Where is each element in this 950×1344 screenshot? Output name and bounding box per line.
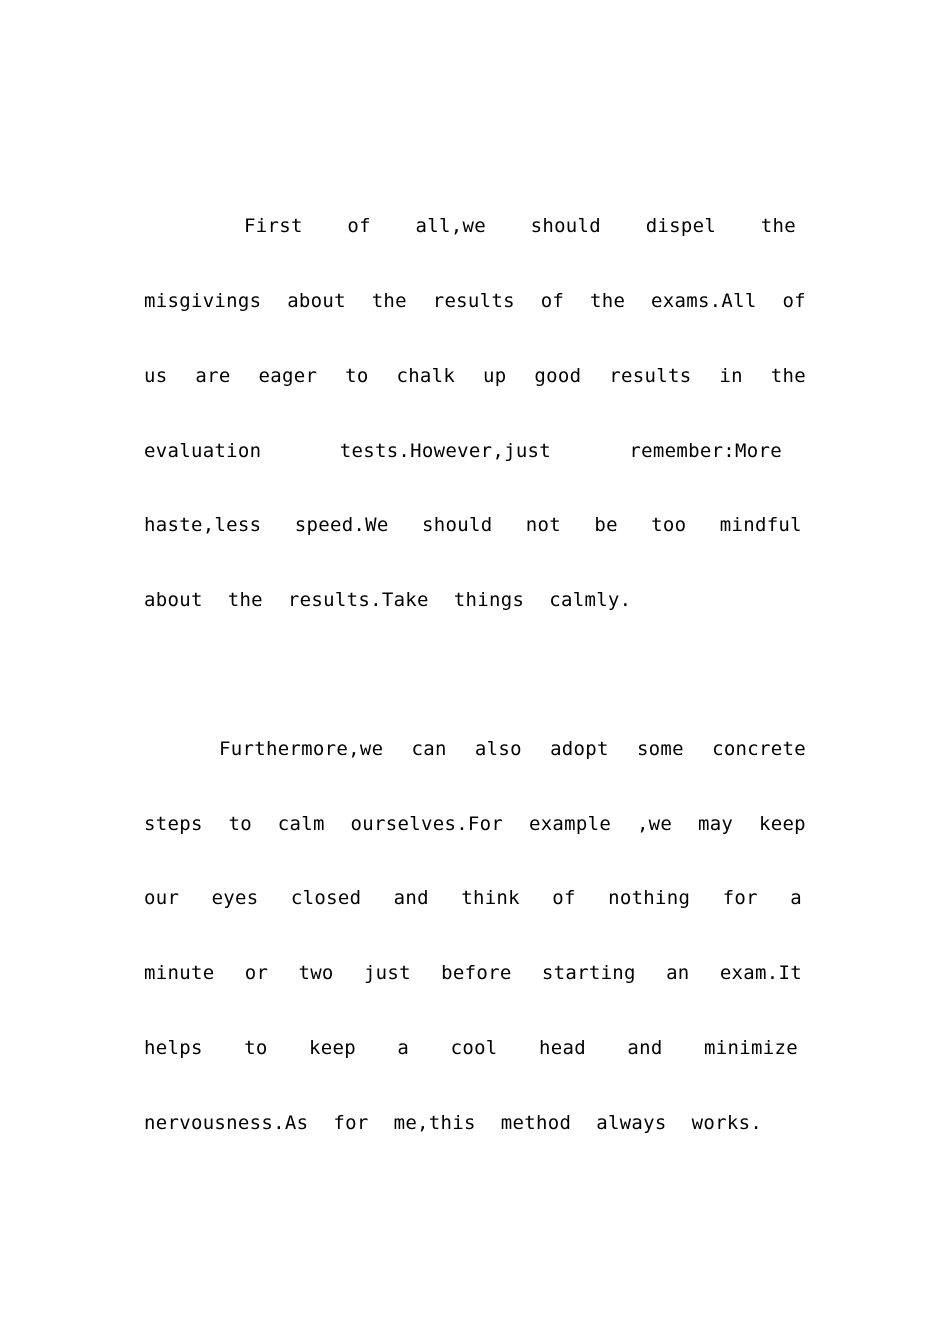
word: Furthermore,we (219, 738, 384, 760)
word: works. (691, 1112, 763, 1134)
word: before (441, 962, 512, 984)
word: of (782, 290, 806, 312)
word: about (287, 290, 346, 312)
word: our (144, 887, 180, 909)
text-line (144, 286, 806, 316)
word: may (697, 813, 734, 835)
word: about (144, 589, 203, 611)
word: think (461, 887, 520, 909)
word: eyes (211, 887, 259, 909)
text-line (144, 361, 806, 391)
word: of (540, 290, 565, 312)
word: exam.It (719, 962, 802, 984)
word: the (589, 290, 626, 312)
word: speed.We (294, 514, 389, 536)
word: for (722, 887, 758, 909)
word: not (525, 514, 561, 536)
word: the (770, 365, 806, 387)
word: can (411, 738, 447, 760)
word: exams.All (650, 290, 757, 312)
word: results.Take (287, 589, 429, 611)
word: keep (309, 1037, 356, 1059)
text-line (244, 211, 796, 241)
word: nervousness.As (144, 1112, 309, 1134)
word: also (474, 738, 522, 760)
word: to (244, 1037, 268, 1059)
word: the (227, 589, 263, 611)
word: an (666, 962, 690, 984)
text-line (219, 734, 806, 764)
word: two (298, 962, 334, 984)
word: results (432, 290, 515, 312)
word: ourselves.For (350, 813, 504, 835)
word: all,we (415, 215, 486, 237)
word: the (371, 290, 407, 312)
word: just (363, 962, 411, 984)
word: to (228, 813, 252, 835)
word: things (453, 589, 525, 611)
word: First (244, 215, 303, 237)
word: eager (258, 365, 318, 387)
word: up (483, 365, 507, 387)
word: the (760, 215, 796, 237)
word: cool (450, 1037, 498, 1059)
word: or (244, 962, 269, 984)
word: dispel (645, 215, 717, 237)
word: misgivings (144, 290, 262, 312)
text-line (144, 1108, 806, 1138)
word: always (596, 1112, 667, 1134)
word: calmly. (549, 589, 632, 611)
word: chalk (396, 365, 456, 387)
word: example (528, 813, 612, 835)
word: be (594, 514, 618, 536)
text-line (144, 809, 806, 839)
word: closed (290, 887, 362, 909)
word: a (397, 1037, 410, 1059)
word: minute (144, 962, 215, 984)
word: concrete (712, 738, 806, 760)
word: to (345, 365, 369, 387)
word: in (719, 365, 743, 387)
word: evaluation (144, 440, 262, 462)
word: are (195, 365, 231, 387)
text-line (144, 883, 802, 913)
word: method (500, 1112, 572, 1134)
word: and (627, 1037, 663, 1059)
word: for (333, 1112, 369, 1134)
word: calm (277, 813, 325, 835)
word: adopt (550, 738, 609, 760)
word: good (534, 365, 582, 387)
word: too (651, 514, 687, 536)
word: should (422, 514, 493, 536)
word: tests.However,just (339, 440, 552, 462)
text-line (144, 958, 802, 988)
word: head (538, 1037, 586, 1059)
word: mindful (719, 514, 802, 536)
word: us (144, 365, 168, 387)
text-line (144, 1033, 798, 1063)
word: of (552, 887, 576, 909)
word: minimize (704, 1037, 798, 1059)
word: and (393, 887, 429, 909)
text-line (144, 510, 802, 540)
text-line (144, 585, 806, 615)
word: keep (758, 813, 806, 835)
word: helps (144, 1037, 203, 1059)
word: me,this (393, 1112, 476, 1134)
word: ,we (636, 813, 673, 835)
word: should (530, 215, 602, 237)
word: of (347, 215, 371, 237)
word: haste,less (144, 514, 262, 536)
word: steps (144, 813, 203, 835)
word: remember:More (629, 440, 782, 462)
word: starting (541, 962, 636, 984)
word: some (636, 738, 684, 760)
text-line (144, 436, 782, 466)
word: nothing (608, 887, 691, 909)
word: a (790, 887, 802, 909)
word: results (609, 365, 692, 387)
